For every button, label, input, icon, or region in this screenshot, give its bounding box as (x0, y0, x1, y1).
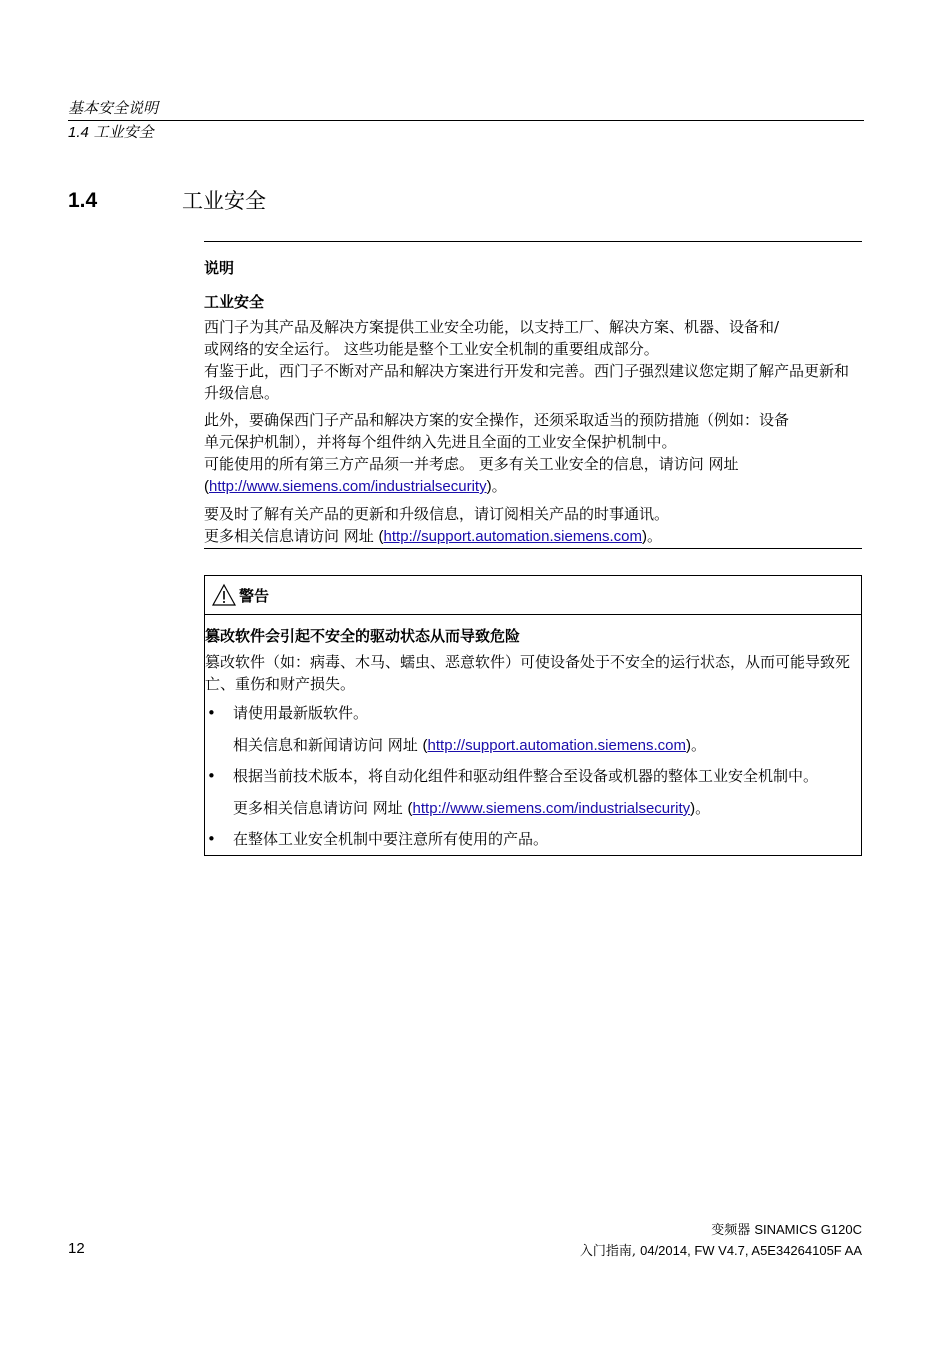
warning-header (205, 576, 861, 615)
footer-product-label: 变频器 (711, 1223, 755, 1238)
warning-triangle-icon (211, 583, 237, 607)
section-title: 工业安全 (182, 189, 266, 213)
note-paragraph-5: 要及时了解有关产品的更新和升级信息，请订阅相关产品的时事通讯。 (204, 505, 670, 523)
warning-box (204, 575, 862, 856)
warning-bullet-2-detail: 更多相关信息请访问 网址 (http://www.siemens.com/industrialsecurity)。 (233, 799, 711, 817)
warning-bullet-2-detail-text: 更多相关信息请访问 网址 (233, 799, 408, 817)
note-paragraph-1-line-2: 或网络的安全运行。 这些功能是整个工业安全机制的重要组成部分。 (204, 340, 659, 358)
footer-product-name: SINAMICS G120C (754, 1222, 862, 1237)
note-paragraph-4 (204, 453, 862, 498)
note-paragraph-4-text: 可能使用的所有第三方产品须一并考虑。 更多有关工业安全的信息，请访问 网址 (204, 455, 739, 473)
running-header-section-number: 1.4 (68, 124, 89, 141)
warning-bullet-2: • 根据当前技术版本，将自动化组件和驱动组件整合至设备或机器的整体工业安全机制中。 (205, 764, 855, 788)
warning-bullet-3: • 在整体工业安全机制中要注意所有使用的产品。 (205, 827, 855, 851)
note-paragraph-3 (204, 409, 862, 453)
note-paragraph-1-line-1: 西门子为其产品及解决方案提供工业安全功能，以支持工厂、解决方案、机器、设备和/ (204, 318, 780, 336)
note-subtitle: 工业安全 (204, 293, 265, 311)
running-header-chapter: 基本安全说明 (68, 98, 864, 121)
note-block (204, 241, 862, 549)
warning-intro: 篡改软件（如：病毒、木马、蠕虫、恶意软件）可使设备处于不安全的运行状态，从而可能导致死亡、重伤和财产损失。 (205, 653, 851, 693)
footer-doc-details: 04/2014, FW V4.7, A5E34264105F AA (640, 1243, 862, 1258)
note-paragraph-6: 更多相关信息请访问 网址 (http://support.automation.siemens.com)。 (204, 527, 663, 545)
warning-bullet-1-detail-text: 相关信息和新闻请访问 网址 (233, 736, 423, 754)
warning-title: 篡改软件会引起不安全的驱动状态从而导致危险 (205, 627, 521, 645)
note-paragraph-3-line-1: 此外，要确保西门子产品和解决方案的安全操作，还须采取适当的预防措施（例如：设备 (204, 411, 790, 429)
note-paragraph-1 (204, 316, 862, 360)
warning-label: 警告 (239, 586, 270, 605)
support-link[interactable]: http://support.automation.siemens.com (383, 528, 643, 545)
running-header-section-title: 工业安全 (93, 123, 154, 141)
section-number: 1.4 (68, 189, 98, 212)
note-label: 说明 (204, 259, 235, 277)
section-heading (68, 186, 864, 218)
footer-product (711, 1221, 862, 1240)
warning-industrial-security-link[interactable]: http://www.siemens.com/industrialsecurity (412, 800, 691, 817)
footer-doc-label: 入门指南, (579, 1244, 641, 1259)
industrial-security-link[interactable]: http://www.siemens.com/industrialsecurity (209, 478, 487, 495)
warning-bullet-list (205, 701, 855, 851)
warning-support-link[interactable]: http://support.automation.siemens.com (427, 737, 687, 754)
footer-document-info (580, 1242, 862, 1261)
note-paragraph-4-link-line: (http://www.siemens.com/industrialsecurity)。 (204, 477, 507, 495)
warning-bullet-1-detail: 相关信息和新闻请访问 网址 (http://support.automation.siemens.com)。 (233, 736, 707, 754)
warning-bullet-1: • 请使用最新版软件。 (205, 701, 855, 725)
page-number: 12 (68, 1240, 85, 1257)
running-header-section (68, 121, 864, 144)
note-paragraph-3-line-2: 单元保护机制），并将每个组件纳入先进且全面的工业安全保护机制中。 (204, 433, 677, 451)
note-paragraph-6-text: 更多相关信息请访问 网址 (204, 527, 379, 545)
running-header (68, 98, 864, 144)
warning-body (205, 615, 861, 855)
note-paragraph-2: 有鉴于此，西门子不断对产品和解决方案进行开发和完善。西门子强烈建议您定期了解产品更新和升级信息。 (204, 362, 850, 402)
